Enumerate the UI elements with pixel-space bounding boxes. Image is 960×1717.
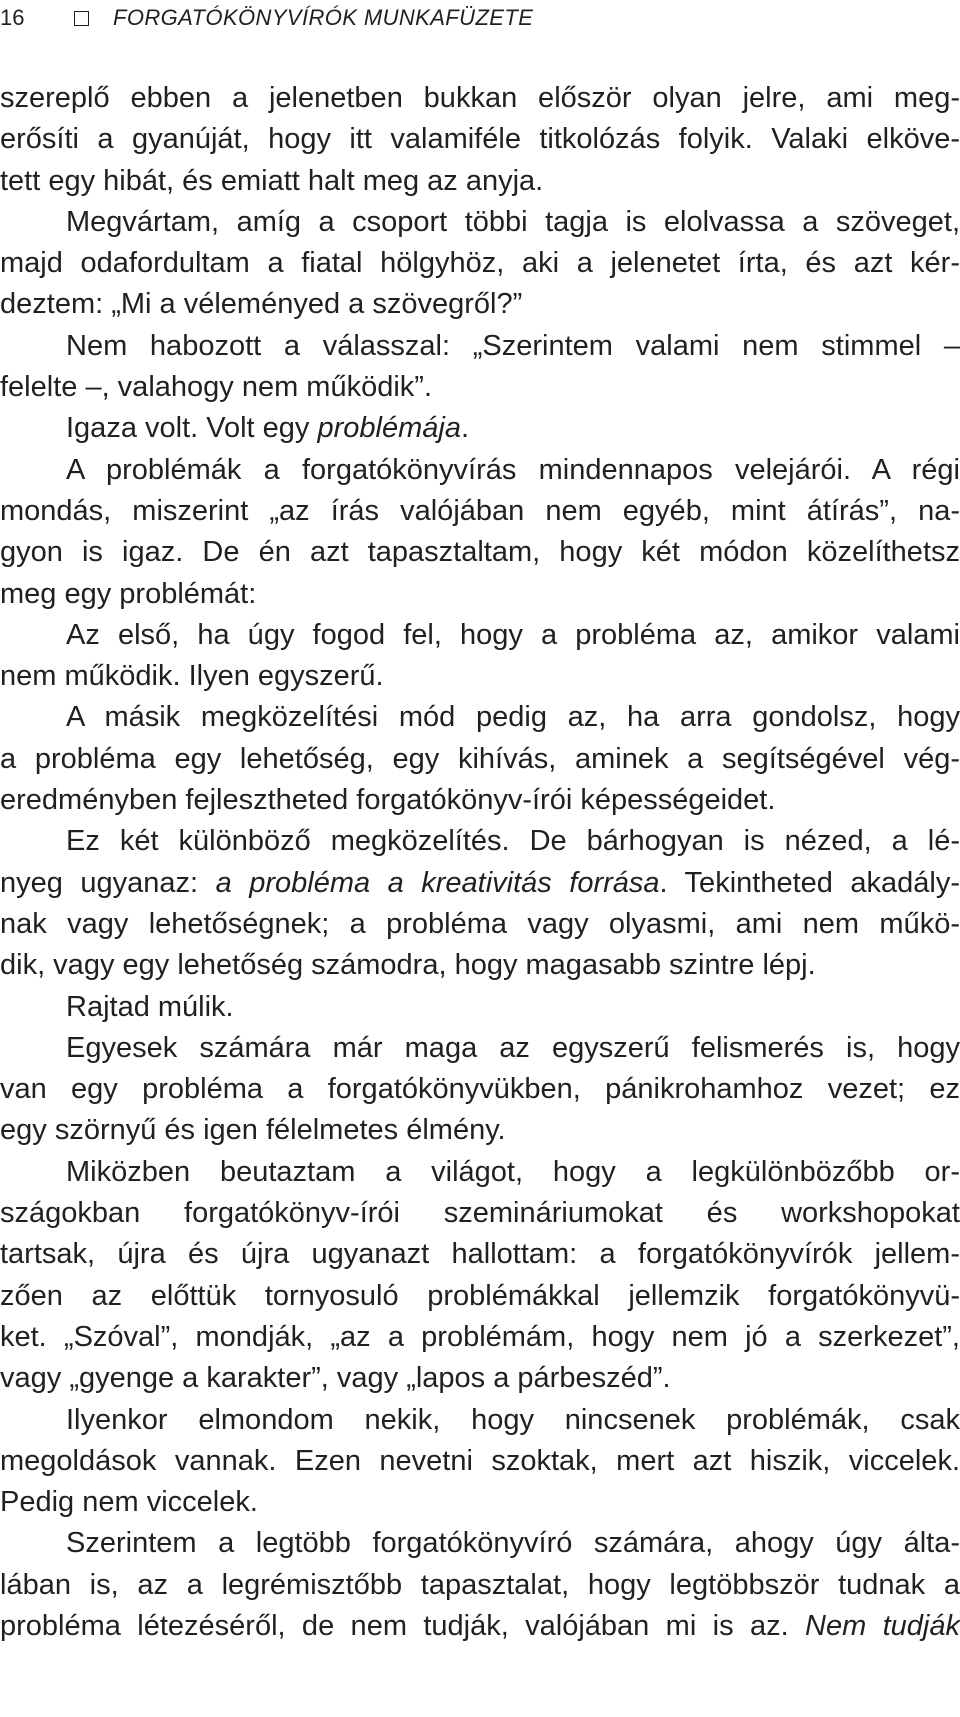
text-line: gyon is igaz. De én azt tapasztaltam, hogy két módon közelíthetsz: [0, 536, 960, 569]
paragraph-first-line: A problémák a forgatókönyvírás mindennapos velejárói. A régi: [66, 453, 960, 486]
paragraph-first-line: Igaza volt. Volt egy problémája.: [66, 412, 470, 445]
text-line: megoldások vannak. Ezen nevetni szoktak, mert azt hiszik, viccelek.: [0, 1444, 960, 1477]
text-line: vagy „gyenge a karakter”, vagy „lapos a párbeszéd”.: [0, 1362, 671, 1395]
text-line: felelte –, valahogy nem működik”.: [0, 371, 432, 404]
running-head: [0, 0, 533, 36]
running-head-title: FORGATÓKÖNYVÍRÓK MUNKAFÜZETE: [113, 5, 534, 30]
text-line: nyeg ugyanaz: a probléma a kreativitás forrása. Tekintheted akadály-: [0, 866, 960, 899]
paragraph-first-line: A másik megközelítési mód pedig az, ha arra gondolsz, hogy: [66, 701, 960, 734]
text-line: lában is, az a legrémisztőbb tapasztalat, hogy legtöbbször tudnak a: [0, 1568, 960, 1601]
paragraph-first-line: Ez két különböző megközelítés. De bárhogyan is nézed, a lé-: [66, 825, 960, 858]
paragraph-first-line: Megvártam, amíg a csoport többi tagja is elolvassa a szöveget,: [66, 205, 960, 238]
text-line: meg egy problémát:: [0, 577, 257, 610]
paragraph-first-line: Rajtad múlik.: [66, 990, 234, 1023]
text-line: majd odafordultam a fiatal hölgyhöz, aki a jelenetet írta, és azt kér-: [0, 247, 960, 280]
text-line: szágokban forgatókönyv-írói szemináriumokat és workshopokat: [0, 1197, 960, 1230]
text-line: probléma létezéséről, de nem tudják, valójában mi is az. Nem tudják: [0, 1609, 960, 1642]
body-text: [0, 78, 960, 1647]
emphasis: a probléma a kreativitás forrása: [215, 866, 660, 899]
text-line: dik, vagy egy lehetőség számodra, hogy magasabb szintre lépj.: [0, 949, 816, 982]
text-line: zően az előttük tornyosuló problémákkal jellemzik forgatókönyvü-: [0, 1279, 960, 1312]
text-line: deztem: „Mi a véleményed a szövegről?”: [0, 288, 523, 321]
text-line: tartsak, újra és újra ugyanazt hallottam: a forgatókönyvírók jellem-: [0, 1238, 960, 1271]
text-line: erősíti a gyanúját, hogy itt valamiféle titkolózás folyik. Valaki elköve-: [0, 123, 960, 156]
paragraph-first-line: Miközben beutaztam a világot, hogy a legkülönbözőbb or-: [66, 1155, 960, 1188]
square-ornament-icon: [74, 11, 89, 26]
text-line: ket. „Szóval”, mondják, „az a problémám, hogy nem jó a szerkezet”,: [0, 1320, 960, 1353]
text-line: a probléma egy lehetőség, egy kihívás, aminek a segítségével vég-: [0, 742, 960, 775]
text-line: mondás, miszerint „az írás valójában nem egyéb, mint átírás”, na-: [0, 494, 960, 527]
page-number: 16: [0, 5, 25, 30]
emphasis: problémája: [317, 412, 461, 445]
text-line: tett egy hibát, és emiatt halt meg az anyja.: [0, 164, 544, 197]
paragraph-first-line: Szerintem a legtöbb forgatókönyvíró számára, ahogy úgy álta-: [66, 1527, 960, 1560]
text-line: van egy probléma a forgatókönyvükben, pánikrohamhoz vezet; ez: [0, 1073, 960, 1106]
paragraph-first-line: Ilyenkor elmondom nekik, hogy nincsenek problémák, csak: [66, 1403, 960, 1436]
text-line: eredményben fejlesztheted forgatókönyv-írói képességeidet.: [0, 784, 776, 817]
text-line: nak vagy lehetőségnek; a probléma vagy olyasmi, ami nem műkö-: [0, 907, 960, 940]
paragraph-first-line: Az első, ha úgy fogod fel, hogy a probléma az, amikor valami: [66, 618, 960, 651]
paragraph-first-line: Egyesek számára már maga az egyszerű felismerés is, hogy: [66, 1031, 960, 1064]
text-line: szereplő ebben a jelenetben bukkan először olyan jelre, ami meg-: [0, 82, 960, 114]
text-line: egy szörnyű és igen félelmetes élmény.: [0, 1114, 506, 1147]
paragraph-first-line: Nem habozott a válasszal: „Szerintem valami nem stimmel –: [66, 329, 960, 362]
text-line: Pedig nem viccelek.: [0, 1486, 258, 1519]
text-line: nem működik. Ilyen egyszerű.: [0, 660, 384, 693]
emphasis: Nem tudják: [805, 1609, 960, 1642]
